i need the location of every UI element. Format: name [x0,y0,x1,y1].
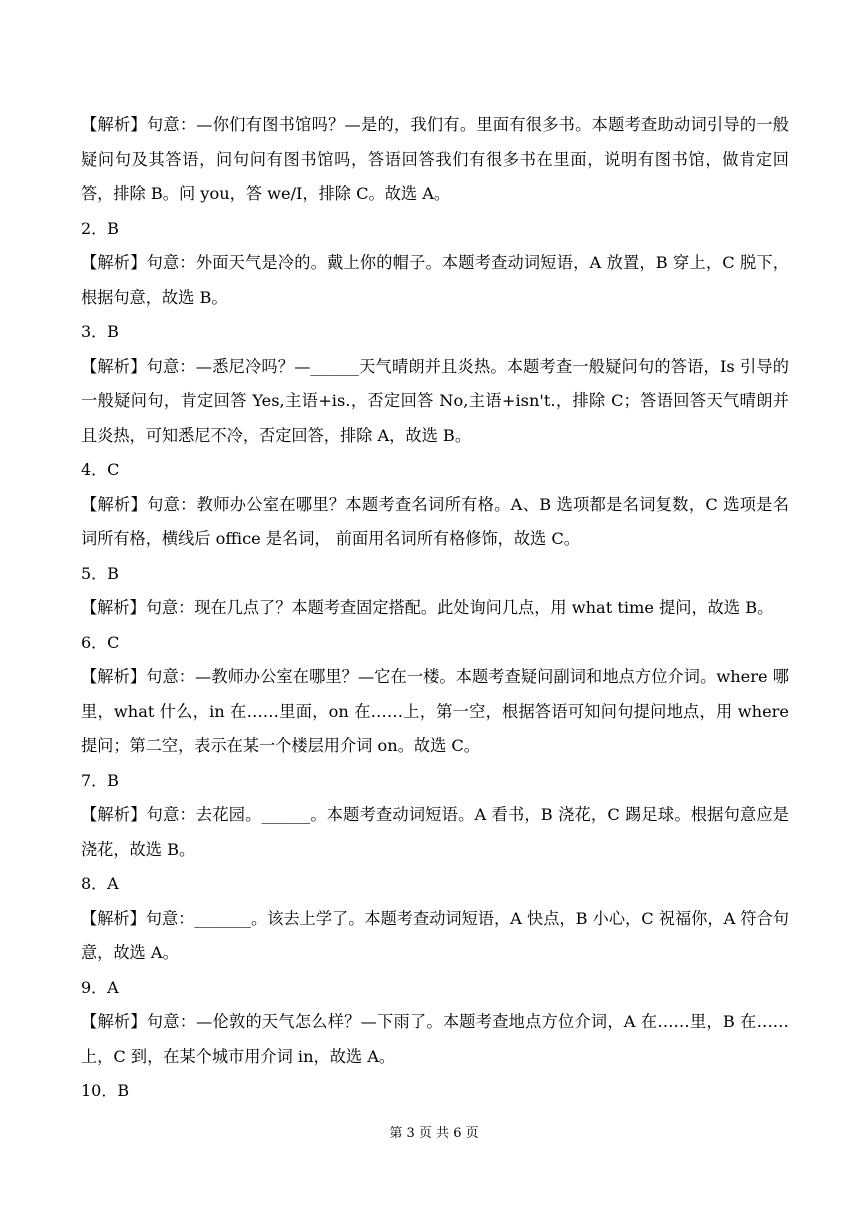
answer-5: 5．B [81,563,119,583]
analysis-4: 【解析】句意：教师办公室在哪里？本题考查名词所有格。A、B 选项都是名词复数，C 选项是名词所有格，横线后 office 是名词， 前面用名词所有格修饰，故选 C。 [81,494,789,548]
page-footer: 第 3 页 共 6 页 [389,1126,479,1141]
answer-6: 6．C [81,632,120,652]
answer-4: 4．C [81,460,120,479]
analysis-3: 【解析】句意：—悉尼冷吗？—______天气晴朗并且炎热。本题考查一般疑问句的答语，Is 引导的一般疑问句，肯定回答 Yes,主语+is.，否定回答 No,主语+isn't.，排除 C；答语回答天气晴朗并且炎热，可知悉尼不冷，否定回答，排除 A，故选 B。 [81,356,789,445]
answer-8: 8．A [81,874,119,893]
analysis-5: 【解析】句意：现在几点了？本题考查固定搭配。此处询问几点，用 what time 提问，故选 B。 [81,598,774,617]
analysis-1: 【解析】句意：—你们有图书馆吗？—是的，我们有。里面有很多书。本题考查助动词引导的一般疑问句及其答语，问句问有图书馆吗，答语回答我们有很多书在里面，说明有图书馆，做肯定回答，排除 B。问 you，答 we/I，排除 C。故选 A。 [81,115,789,203]
analysis-6: 【解析】句意：—教师办公室在哪里？—它在一楼。本题考查疑问副词和地点方位介词。where 哪里，what 什么，in 在……里面，on 在……上，第一空，根据答语可知问句提问地点，用 where 提问；第二空，表示在某一个楼层用介词 on。故选 C。 [81,667,789,755]
answer-10: 10．B [81,1081,130,1100]
analysis-8: 【解析】句意：_______。该去上学了。本题考查动词短语，A 快点，B 小心，C 祝福你，A 符合句意，故选 A。 [81,908,789,962]
analysis-2: 【解析】句意：外面天气是冷的。戴上你的帽子。本题考查动词短语，A 放置，B 穿上，C 脱下，根据句意，故选 B。 [81,253,789,307]
answer-7: 7．B [81,770,119,790]
answer-2: 2．B [81,218,119,238]
answer-9: 9．A [81,977,119,997]
analysis-9: 【解析】句意：—伦敦的天气怎么样？—下雨了。本题考查地点方位介词，A 在……里，B 在……上，C 到，在某个城市用介词 in，故选 A。 [81,1012,789,1066]
analysis-7: 【解析】句意：去花园。______。本题考查动词短语。A 看书，B 浇花，C 踢足球。根据句意应是浇花，故选 B。 [81,805,789,859]
answer-3: 3．B [81,322,119,341]
answer-list [81,108,789,1109]
